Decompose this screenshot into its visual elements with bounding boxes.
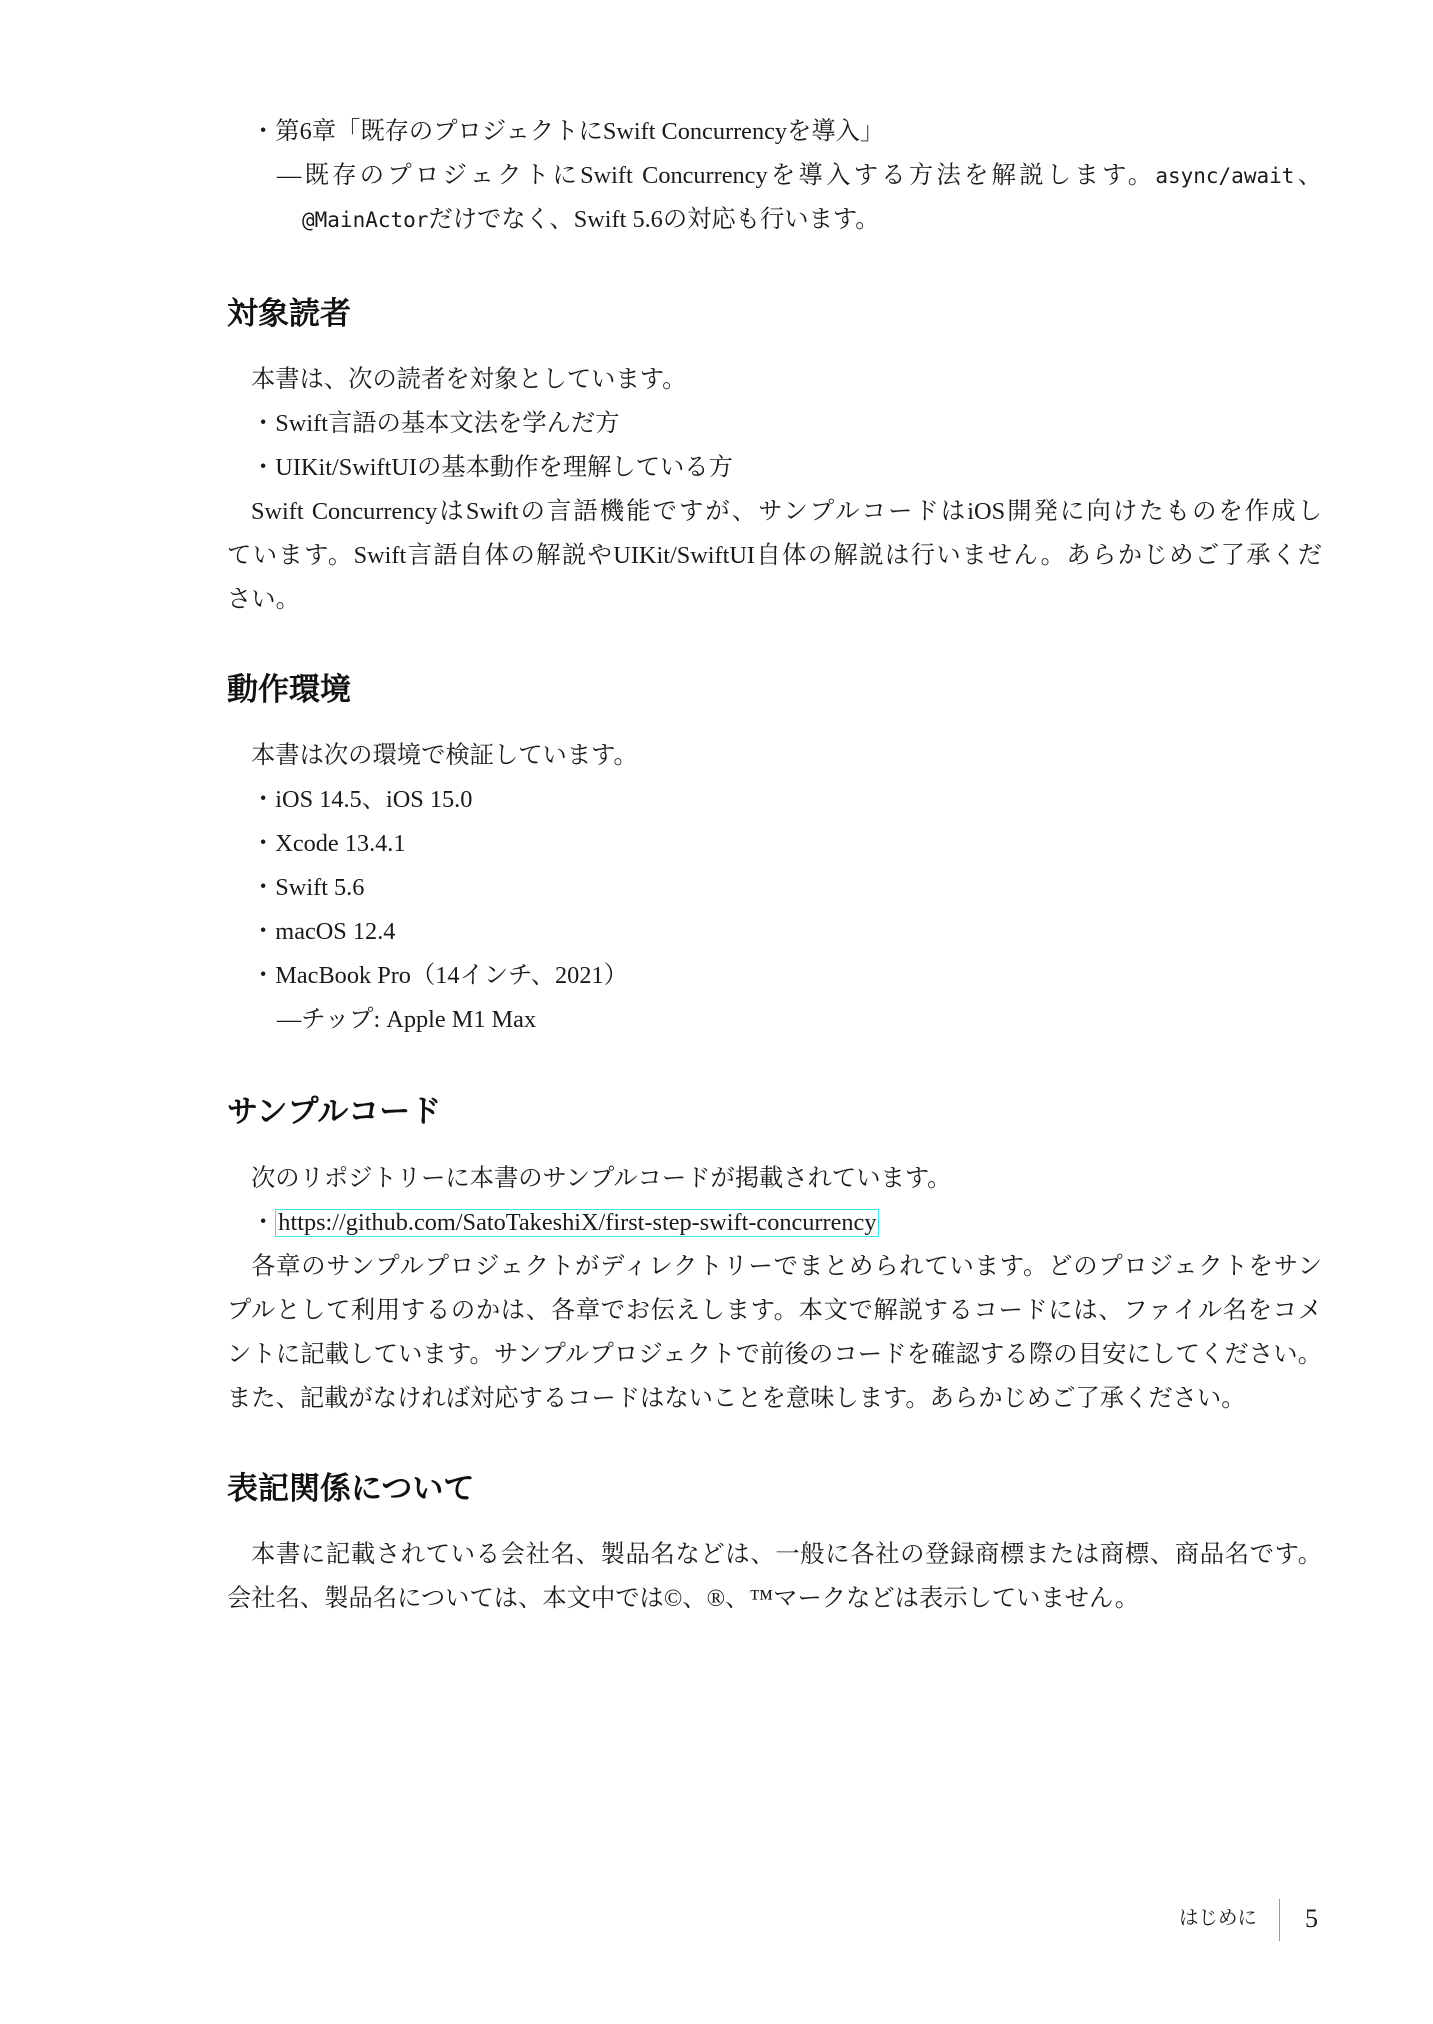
list-item: ・Swift言語の基本文法を学んだ方 (251, 410, 620, 437)
section-notation-body (227, 1533, 1322, 1621)
page-number: 5 (1305, 1904, 1318, 1933)
paragraph-line: さい。 (227, 586, 300, 613)
chapter-list-item (227, 110, 1322, 242)
list-item: ・macOS 12.4 (251, 918, 396, 945)
description-text: だけでなく、Swift 5.6の対応も行います。 (428, 206, 880, 233)
description-text: —既存のプロジェクトにSwift Concurrencyを導入する方法を解説します。 (277, 162, 1156, 189)
paragraph-line: ています。Swift言語自体の解説やUIKit/SwiftUI自体の解説は行いません。あらかじめご了承くだ (227, 542, 1322, 569)
chapter-item-description-line (277, 154, 1322, 198)
section-environment-body (227, 734, 1322, 1042)
paragraph-line: また、記載がなければ対応するコードはないことを意味します。あらかじめご了承ください。 (227, 1385, 1246, 1412)
footer-chapter-label: はじめに (1178, 1908, 1257, 1929)
list-bullet: ・ (251, 1209, 276, 1236)
section-heading-target-readers: 対象読者 (227, 296, 351, 332)
section-target-readers-body (227, 358, 1322, 622)
paragraph-line: 本書は、次の読者を対象としています。 (251, 366, 687, 393)
paragraph-line: 本書に記載されている会社名、製品名などは、一般に各社の登録商標または商標、商品名です。 (251, 1541, 1322, 1568)
list-item: ・iOS 14.5、iOS 15.0 (251, 786, 473, 813)
list-item: ・Swift 5.6 (251, 874, 365, 901)
list-item (227, 1201, 1322, 1245)
paragraph-line: 会社名、製品名については、本文中では©、®、™マークなどは表示していません。 (227, 1585, 1140, 1612)
inline-code-mainactor: @MainActor (302, 208, 429, 232)
chapter-item-title: ・第6章「既存のプロジェクトにSwift Concurrencyを導入」 (251, 118, 885, 145)
paragraph-line: ントに記載しています。サンプルプロジェクトで前後のコードを確認する際の目安にしてください。 (227, 1341, 1322, 1368)
repository-link[interactable]: https://github.com/SatoTakeshiX/first-step-swift-concurrency (275, 1209, 879, 1237)
list-item: ・MacBook Pro（14インチ、2021） (251, 962, 628, 989)
paragraph-line: Swift ConcurrencyはSwiftの言語機能ですが、サンプルコードはiOS開発に向けたものを作成し (251, 498, 1322, 525)
inline-code-async-await: async/await (1155, 164, 1295, 188)
paragraph-line: 次のリポジトリーに本書のサンプルコードが掲載されています。 (251, 1165, 952, 1192)
section-heading-sample-code: サンプルコード (227, 1094, 442, 1130)
list-item: ・Xcode 13.4.1 (251, 830, 406, 857)
paragraph-line: 本書は次の環境で検証しています。 (251, 742, 638, 769)
section-heading-notation: 表記関係について (227, 1471, 475, 1507)
paragraph-line: プルとして利用するのかは、各章でお伝えします。本文で解説するコードには、ファイル名をコメ (227, 1297, 1322, 1324)
sub-list-item: —チップ: Apple M1 Max (277, 1006, 537, 1033)
section-sample-code-body (227, 1157, 1322, 1421)
paragraph-line: 各章のサンプルプロジェクトがディレクトリーでまとめられています。どのプロジェクトをサン (251, 1253, 1322, 1280)
footer-divider (1279, 1899, 1280, 1941)
section-heading-environment: 動作環境 (227, 672, 351, 708)
description-punctuation: 、 (1294, 162, 1323, 189)
list-item: ・UIKit/SwiftUIの基本動作を理解している方 (251, 454, 733, 481)
chapter-item-description-line (302, 198, 1322, 242)
